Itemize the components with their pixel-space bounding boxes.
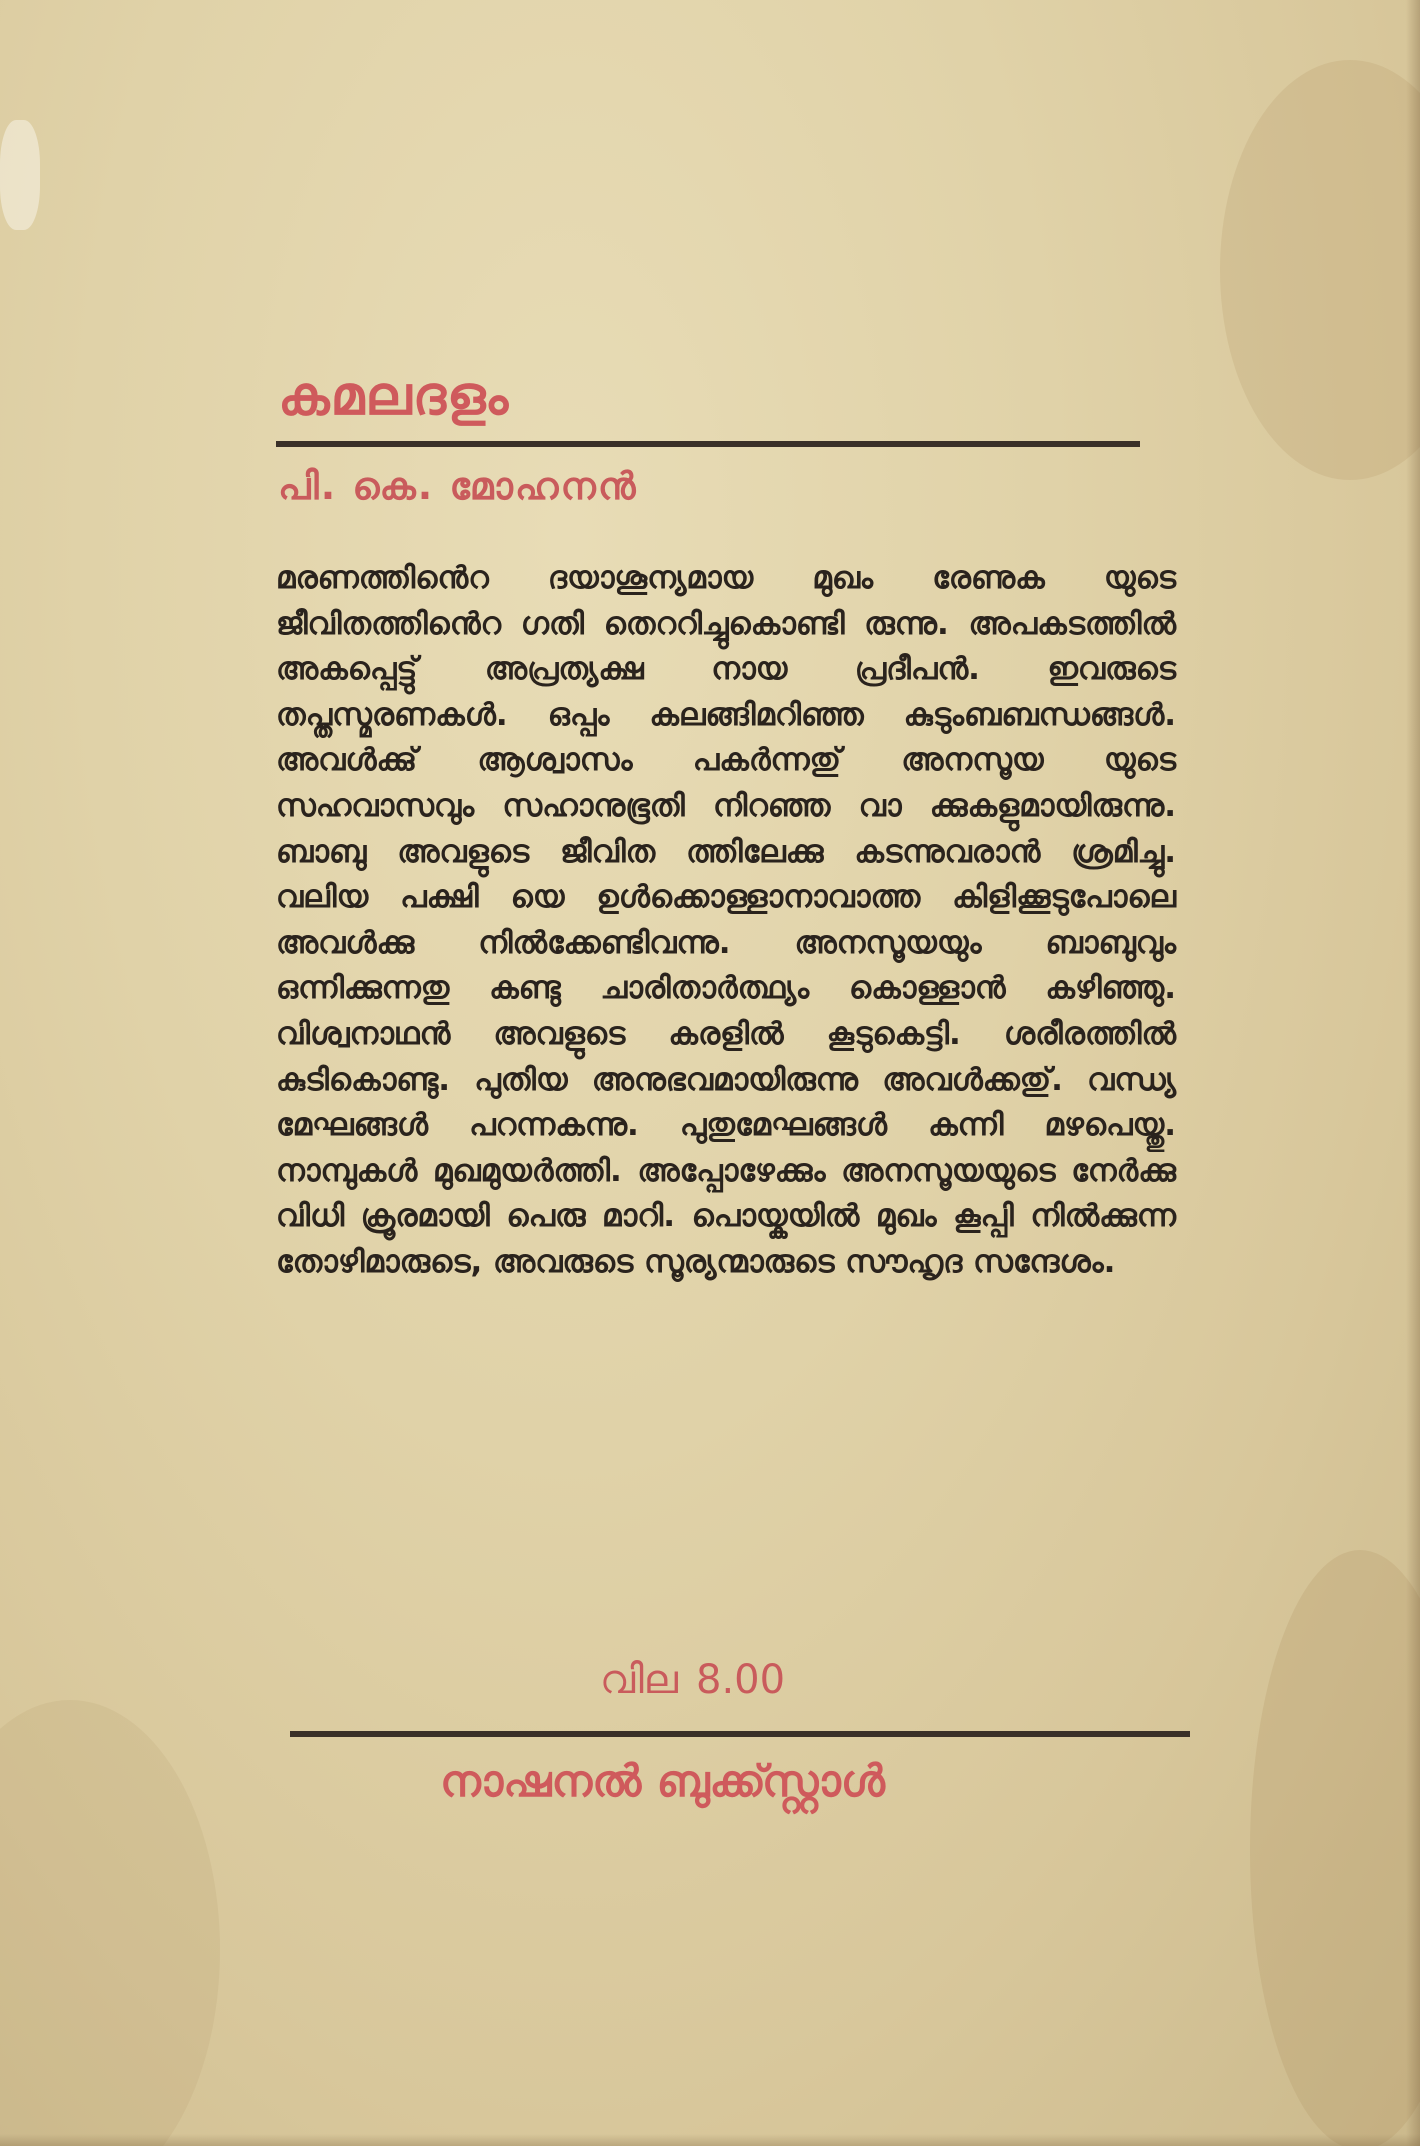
- price-line: [600, 1652, 960, 1708]
- paper-stain: [1220, 60, 1420, 480]
- paper-tear: [0, 120, 40, 230]
- title-divider: [276, 441, 1140, 447]
- publisher-name: നാഷനൽ ബുക്ക്സ്റ്റാൾ: [440, 1756, 885, 1807]
- book-author: പി. കെ. മോഹനൻ: [278, 464, 638, 508]
- book-blurb: മരണത്തിൻെറ ദയാശൂന്യമായ മുഖം രേണുക യുടെ ജീവിതത്തിൻെറ ഗതി തെററിച്ചുകൊണ്ടി രുന്നു. അപകടത്തിൽ അകപ്പെട്ടു് അപ്രത്യക്ഷ നായ പ്രദീപൻ. ഇവരുടെ തപ്തസ്മരണകൾ. ഒപ്പം കലങ്ങിമറിഞ്ഞ കുടുംബബന്ധങ്ങൾ. അവൾക്കു് ആശ്വാസം പകർന്നതു് അനസൂയ യുടെ സഹവാസവും സഹാനുഭൂതി നിറഞ്ഞ വാ ക്കുകളുമായിരുന്നു. ബാബു അവളുടെ ജീവിത ത്തിലേക്കു കടന്നുവരാൻ ശ്രമിച്ചു. വലിയ പക്ഷി യെ ഉൾക്കൊള്ളാനാവാത്ത കിളിക്കൂടുപോലെ അവൾക്കു നിൽക്കേണ്ടിവന്നു. അനസൂയയും ബാബുവും ഒന്നിക്കുന്നതു കണ്ടു ചാരിതാർത്ഥ്യം കൊള്ളാൻ കഴിഞ്ഞു. വിശ്വനാഥൻ അവളുടെ കരളിൽ കൂടുകെട്ടി. ശരീരത്തിൽ കുടികൊണ്ടു. പുതിയ അനുഭവമായിരുന്നു അവൾക്കതു്. വന്ധ്യ മേഘങ്ങൾ പറന്നകന്നു. പുതുമേഘങ്ങൾ കന്നി മഴപെയ്തു. നാമ്പുകൾ മുഖമുയർത്തി. അപ്പോഴേക്കും അനസൂയയുടെ നേർക്കു വിധി ക്രൂരമായി പെരു മാറി. പൊയ്കയിൽ മുഖം കൂപ്പി നിൽക്കുന്ന തോഴിമാരുടെ, അവരുടെ സൂര്യന്മാരുടെ സൗഹൃദ സന്ദേശം.: [276, 560, 1176, 1280]
- page-edge-shadow: [0, 2134, 1420, 2146]
- page-edge-shadow: [1406, 0, 1420, 2146]
- price-label: വില: [600, 1657, 678, 1703]
- publisher-divider: [290, 1731, 1190, 1737]
- paper-stain: [0, 1700, 220, 2146]
- price-value: 8.00: [696, 1657, 786, 1703]
- book-title: കമലദളം: [278, 364, 510, 427]
- paper-stain: [1250, 1550, 1420, 2146]
